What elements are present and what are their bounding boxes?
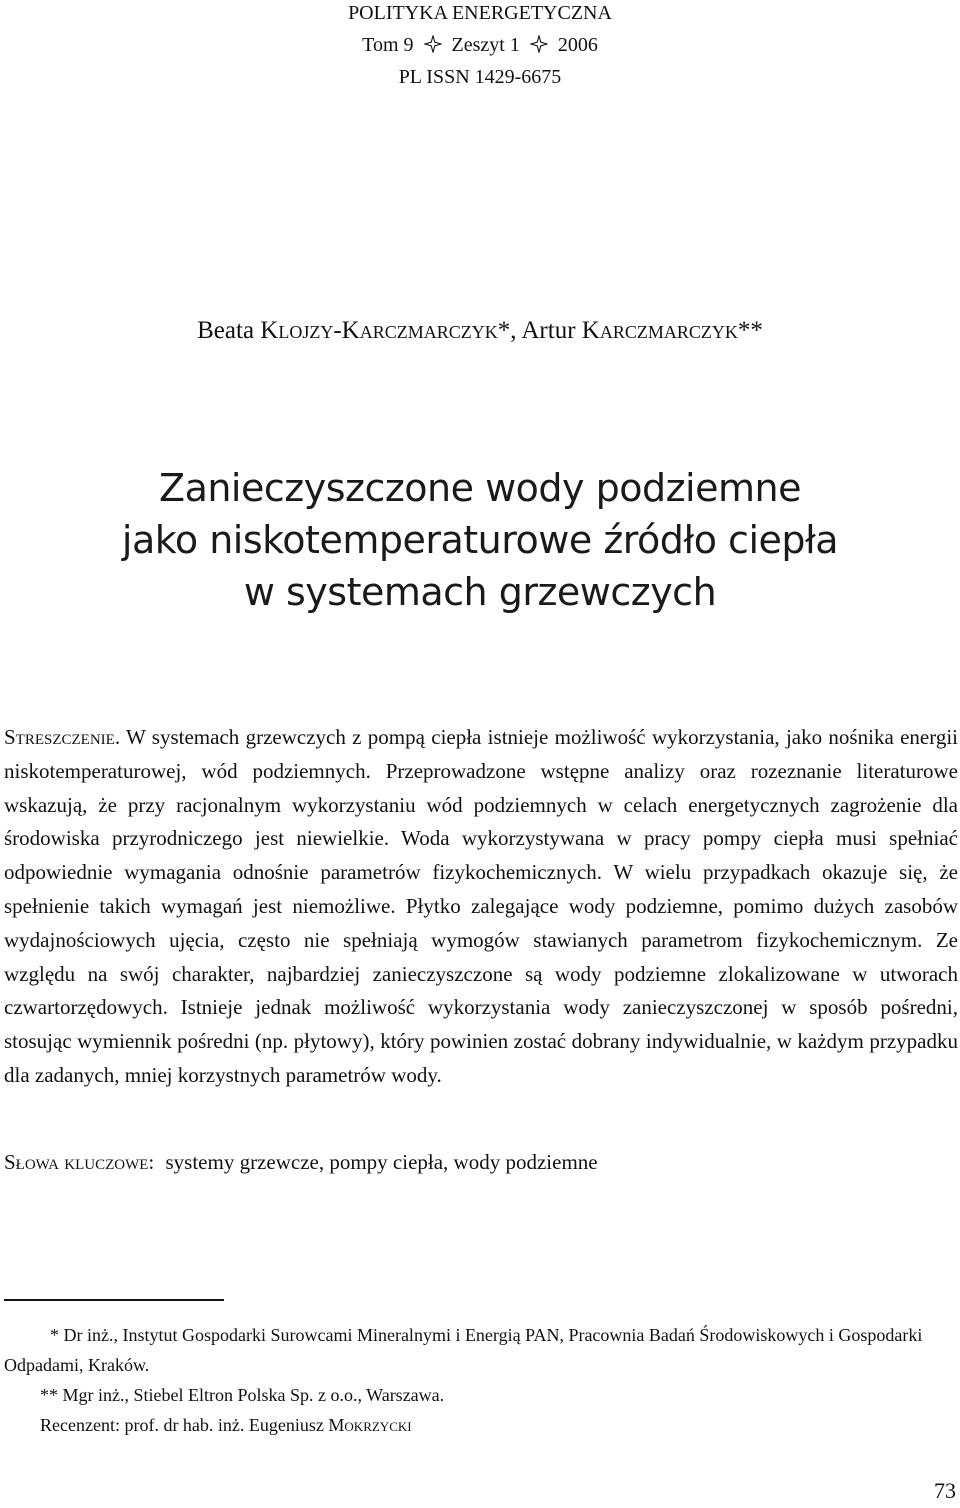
footnotes (4, 1320, 960, 1410)
author2-mark: ** (737, 317, 763, 344)
journal-volume: Tom 9 (362, 34, 414, 56)
abstract-paragraph (4, 721, 958, 1093)
author1-last-name: Klojzy-Karczmarczyk (260, 317, 498, 344)
author1-mark: *, (497, 317, 517, 344)
journal-issn: PL ISSN 1429-6675 (398, 66, 562, 88)
star-separator-icon (424, 35, 442, 53)
footnote-1: * Dr inż., Instytut Gospodarki Surowcami Mineralnymi i Energią PAN, Pracownia Badań Środowiskowych i Gospodarki Odpadami, Kraków. (4, 1325, 923, 1375)
author2-first-name: Artur (521, 317, 576, 344)
title-line-1: Zanieczyszczone wody podziemne (159, 466, 801, 510)
abstract (4, 721, 958, 1093)
title-line-3: w systemach grzewczych (243, 570, 717, 614)
keywords-text: systemy grzewcze, pompy ciepła, wody podziemne (165, 1150, 598, 1174)
abstract-label: Streszczenie. (4, 725, 121, 749)
reviewer-line (40, 1410, 412, 1440)
journal-name: POLITYKA ENERGETYCZNA (348, 2, 612, 24)
author2-last-name: Karczmarczyk (581, 317, 738, 344)
reviewer-label: Recenzent: prof. dr hab. inż. Eugeniusz (40, 1415, 324, 1435)
author-line (0, 314, 960, 348)
footnote-rule (4, 1299, 224, 1301)
author1-first-name: Beata (197, 317, 255, 344)
keywords (4, 1146, 598, 1178)
title-line-2: jako niskotemperaturowe źródło ciepła (121, 518, 839, 562)
paper-title (0, 462, 960, 618)
journal-volume-line (0, 28, 960, 62)
abstract-text: W systemach grzewczych z pompą ciepła istnieje możliwość wykorzystania, jako nośnika energii niskotemperaturowej, wód podziemnych. Przeprowadzone wstępne analizy oraz rozeznanie literaturowe wskazują, że przy racjonalnym wykorzystaniu wód podziemnych w celach energetycznych zagrożenie dla środowiska przyrodniczego jest niewielkie. Woda wykorzystywana w pracy pompy ciepła musi spełniać odpowiednie wymagania odnośnie parametrów fizykochemicznych. W wielu przypadkach okazuje się, że spełnienie takich wymagań jest niemożliwe. Płytko zalegające wody podziemne, pomimo dużych zasobów wydajnościowych ujęcia, często nie spełniają wymogów stawianych parametrom fizykochemicznym. Ze względu na swój charakter, najbardziej zanieczyszczone są wody podziemne zlokalizowane w utworach czwartorzędowych. Istnieje jednak możliwość wykorzystania wody zanieczyszczonej w sposób pośredni, stosując wymiennik pośredni (np. płytowy), który powinien zostać dobrany indywidualnie, w każdym przypadku dla zadanych, mniej korzystnych parametrów wody. (4, 725, 958, 1087)
star-separator-icon (530, 35, 548, 53)
keywords-label: Słowa kluczowe: (4, 1150, 155, 1174)
journal-year: 2006 (557, 34, 598, 56)
reviewer-last-name: Mokrzycki (328, 1415, 412, 1435)
page-number: 73 (934, 1478, 956, 1503)
journal-issue: Zeszyt 1 (451, 34, 520, 56)
footnote-2: ** Mgr inż., Stiebel Eltron Polska Sp. z o.o., Warszawa. (40, 1385, 445, 1405)
